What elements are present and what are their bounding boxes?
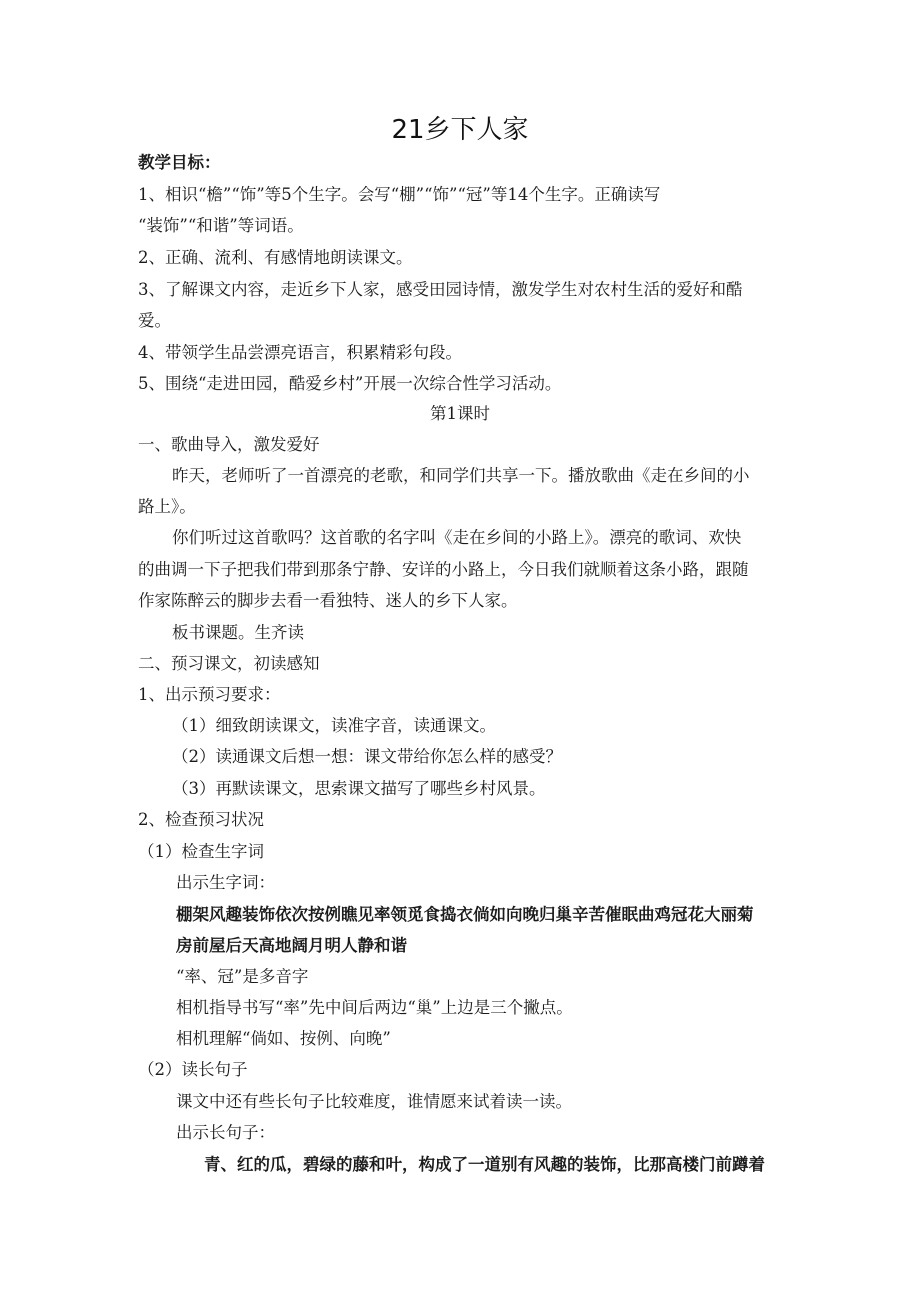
check-preview-heading: 2、检查预习状况 — [138, 810, 264, 829]
show-sentence-label: 出示长句子： — [176, 1123, 275, 1142]
section-1-paragraph-3: 板书课题。生齐读 — [172, 623, 304, 642]
polyphone-note: “率、冠”是多音字 — [176, 967, 309, 986]
objective-4: 4、带领学生品尝漂亮语言，积累精彩句段。 — [138, 343, 462, 362]
word-understanding: 相机理解“倘如、按例、向晚” — [176, 1029, 391, 1048]
lesson-label: 第1课时 — [430, 404, 490, 423]
long-sentence-heading: （2）读长句子 — [138, 1060, 248, 1079]
requirement-2: （2）读通课文后想一想：课文带给你怎么样的感受？ — [172, 747, 562, 766]
section-1-paragraph-2-line-2: 的曲调一下子把我们带到那条宁静、安详的小路上，今日我们就顺着这条小路，跟随 — [138, 560, 749, 579]
long-sentence-line-1: 青、红的瓜，碧绿的藤和叶，构成了一道别有风趣的装饰，比那高楼门前蹲着 — [204, 1155, 765, 1174]
section-1-paragraph-2-line-3: 作家陈醉云的脚步去看一看独特、迷人的乡下人家。 — [138, 591, 518, 610]
objective-3-line-1: 3、了解课文内容，走近乡下人家，感受田园诗情，激发学生对农村生活的爱好和酷 — [138, 280, 743, 299]
show-words-label: 出示生字词： — [176, 873, 275, 892]
requirement-1: （1）细致朗读课文，读准字音，读通课文。 — [172, 716, 496, 735]
section-1-heading: 一、歌曲导入，激发爱好 — [138, 435, 320, 454]
word-list-line-1: 棚架风趣装饰依次按例瞧见率领觅食捣衣倘如向晚归巢辛苦催眠曲鸡冠花大丽菊 — [176, 905, 754, 924]
objectives-heading: 教学目标： — [138, 153, 221, 172]
objective-5: 5、围绕“走进田园，酷爱乡村”开展一次综合性学习活动。 — [138, 374, 562, 393]
check-new-words-heading: （1）检查生字词 — [138, 842, 264, 861]
objective-1-line-2: “装饰”“和谐”等词语。 — [138, 216, 304, 235]
word-list-line-2: 房前屋后天高地阔月明人静和谐 — [176, 936, 407, 955]
writing-guidance: 相机指导书写“率”先中间后两边“巢”上边是三个撇点。 — [176, 998, 573, 1017]
long-sentence-intro: 课文中还有些长句子比较难度，谁情愿来试着读一读。 — [176, 1092, 572, 1111]
objective-3-line-2: 爱。 — [138, 311, 171, 330]
section-2-heading: 二、预习课文，初读感知 — [138, 654, 320, 673]
page-title: 21乡下人家 — [391, 115, 529, 145]
objective-2: 2、正确、流利、有感情地朗读课文。 — [138, 248, 413, 267]
requirement-3: （3）再默读课文，思索课文描写了哪些乡村风景。 — [172, 779, 546, 798]
section-1-paragraph-2-line-1: 你们听过这首歌吗？这首歌的名字叫《走在乡间的小路上》。漂亮的歌词、欢快 — [172, 528, 742, 547]
section-1-paragraph-1-line-2: 路上》。 — [138, 497, 196, 516]
section-1-paragraph-1-line-1: 昨天，老师听了一首漂亮的老歌，和同学们共享一下。播放歌曲《走在乡间的小 — [172, 466, 750, 485]
preview-requirements-heading: 1、出示预习要求： — [138, 685, 281, 704]
objective-1-line-1: 1、相识“檐”“饰”等5个生字。会写“棚”“饰”“冠”等14个生字。正确读写 — [138, 185, 661, 204]
